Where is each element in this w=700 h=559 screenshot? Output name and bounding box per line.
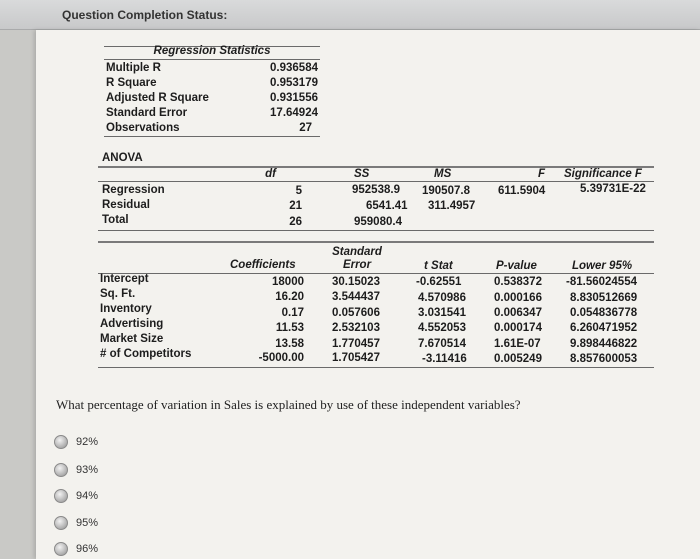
coef-value: 13.58	[275, 338, 304, 350]
divider	[98, 230, 654, 231]
divider	[104, 59, 320, 60]
top-bar	[0, 0, 700, 30]
coef-pvalue: 0.538372	[494, 276, 542, 288]
anova-row-label: Regression	[102, 184, 165, 196]
anova-f: 611.5904	[498, 185, 546, 197]
coef-pvalue: 0.006347	[494, 307, 542, 319]
regression-statistics-title: Regression Statistics	[153, 45, 271, 57]
answer-option-label: 95%	[76, 517, 99, 529]
coef-lower95: 9.898446822	[570, 338, 638, 350]
radio-button-icon[interactable]	[54, 489, 68, 503]
coef-row-label: Market Size	[100, 333, 164, 345]
coef-header-tstat: t Stat	[424, 260, 453, 272]
coef-header-coefficients: Coefficients	[230, 259, 296, 271]
coef-value: 0.17	[281, 307, 304, 319]
anova-ss: 952538.9	[352, 184, 400, 196]
coef-lower95: -81.56024554	[566, 276, 637, 288]
answer-option-label: 96%	[76, 543, 99, 555]
divider	[98, 367, 654, 368]
anova-ms: 190507.8	[422, 185, 470, 197]
coef-header-lower95: Lower 95%	[572, 260, 633, 272]
coef-lower95: 8.830512669	[570, 292, 638, 304]
stat-value: 0.931556	[270, 92, 318, 104]
anova-header-significance: Significance F	[564, 168, 642, 180]
coef-header-pvalue: P-value	[496, 260, 537, 272]
coef-pvalue: 0.005249	[494, 353, 542, 365]
stat-value: 17.64924	[270, 107, 318, 119]
anova-df: 21	[289, 200, 302, 212]
anova-df: 5	[295, 185, 302, 197]
coef-row-label: Sq. Ft.	[100, 288, 136, 300]
divider	[98, 181, 654, 182]
anova-significance: 5.39731E-22	[580, 183, 646, 195]
anova-ss: 6541.41	[366, 200, 408, 212]
answer-option-93[interactable]	[54, 461, 98, 479]
coef-tstat: 4.552053	[418, 322, 466, 334]
stat-label: R Square	[106, 77, 157, 89]
anova-df: 26	[289, 216, 302, 228]
stat-label: Adjusted R Square	[106, 92, 209, 104]
answer-option-94[interactable]	[54, 487, 98, 505]
question-page	[36, 30, 700, 559]
answer-option-label: 94%	[76, 490, 99, 502]
coef-tstat: 3.031541	[418, 307, 466, 319]
coef-pvalue: 0.000174	[494, 322, 542, 334]
coef-lower95: 6.260471952	[570, 322, 638, 334]
coef-value: 11.53	[275, 322, 304, 334]
coef-row-label: # of Competitors	[100, 348, 192, 360]
coef-row-label: Advertising	[100, 318, 164, 330]
coef-tstat: 4.570986	[418, 292, 466, 304]
coef-tstat: 7.670514	[418, 338, 466, 350]
coef-se: 1.770457	[332, 338, 380, 350]
anova-header-ms: MS	[434, 168, 452, 180]
coef-se: 0.057606	[332, 307, 380, 319]
answer-option-92[interactable]	[54, 433, 98, 451]
question-text: What percentage of variation in Sales is explained by use of these independent variables?	[56, 397, 521, 412]
coef-row-label: Inventory	[100, 303, 152, 315]
stat-label: Standard Error	[106, 107, 188, 119]
answer-option-label: 93%	[76, 464, 99, 476]
coef-se: 2.532103	[332, 322, 380, 334]
divider	[104, 136, 320, 137]
anova-ms: 311.4957	[428, 200, 476, 212]
anova-title: ANOVA	[102, 152, 143, 164]
stat-label: Observations	[106, 122, 180, 134]
completion-status-label: Question Completion Status:	[62, 8, 228, 22]
coef-lower95: 0.054836778	[570, 307, 638, 319]
answer-option-96[interactable]	[54, 540, 98, 558]
divider	[98, 241, 654, 243]
radio-button-icon[interactable]	[54, 516, 68, 530]
coef-tstat: -0.62551	[416, 276, 462, 288]
radio-button-icon[interactable]	[54, 542, 68, 556]
coef-header-se-line1: Standard	[332, 246, 382, 258]
coef-se: 1.705427	[332, 352, 380, 364]
answer-option-95[interactable]	[54, 514, 98, 532]
radio-button-icon[interactable]	[54, 435, 68, 449]
anova-header-df: df	[265, 168, 276, 180]
answer-option-label: 92%	[76, 436, 99, 448]
anova-header-ss: SS	[354, 168, 370, 180]
coef-header-se-line2: Error	[342, 259, 372, 271]
anova-row-label: Residual	[102, 199, 150, 211]
coef-se: 30.15023	[332, 276, 380, 288]
anova-ss: 959080.4	[354, 216, 402, 228]
coef-pvalue: 1.61E-07	[494, 338, 541, 350]
coef-lower95: 8.857600053	[570, 353, 638, 365]
radio-button-icon[interactable]	[54, 463, 68, 477]
coef-tstat: -3.11416	[422, 353, 467, 365]
coef-se: 3.544437	[332, 291, 380, 303]
coef-value: 16.20	[275, 291, 304, 303]
coef-pvalue: 0.000166	[494, 292, 542, 304]
coef-value: -5000.00	[258, 352, 304, 364]
anova-header-f: F	[538, 168, 546, 180]
coef-row-label: Intercept	[100, 273, 149, 285]
stat-value: 27	[299, 122, 312, 134]
stat-value: 0.936584	[270, 62, 318, 74]
divider	[98, 273, 654, 274]
stat-label: Multiple R	[106, 62, 161, 74]
stat-value: 0.953179	[270, 77, 318, 89]
anova-row-label: Total	[102, 214, 129, 226]
coef-value: 18000	[272, 276, 304, 288]
